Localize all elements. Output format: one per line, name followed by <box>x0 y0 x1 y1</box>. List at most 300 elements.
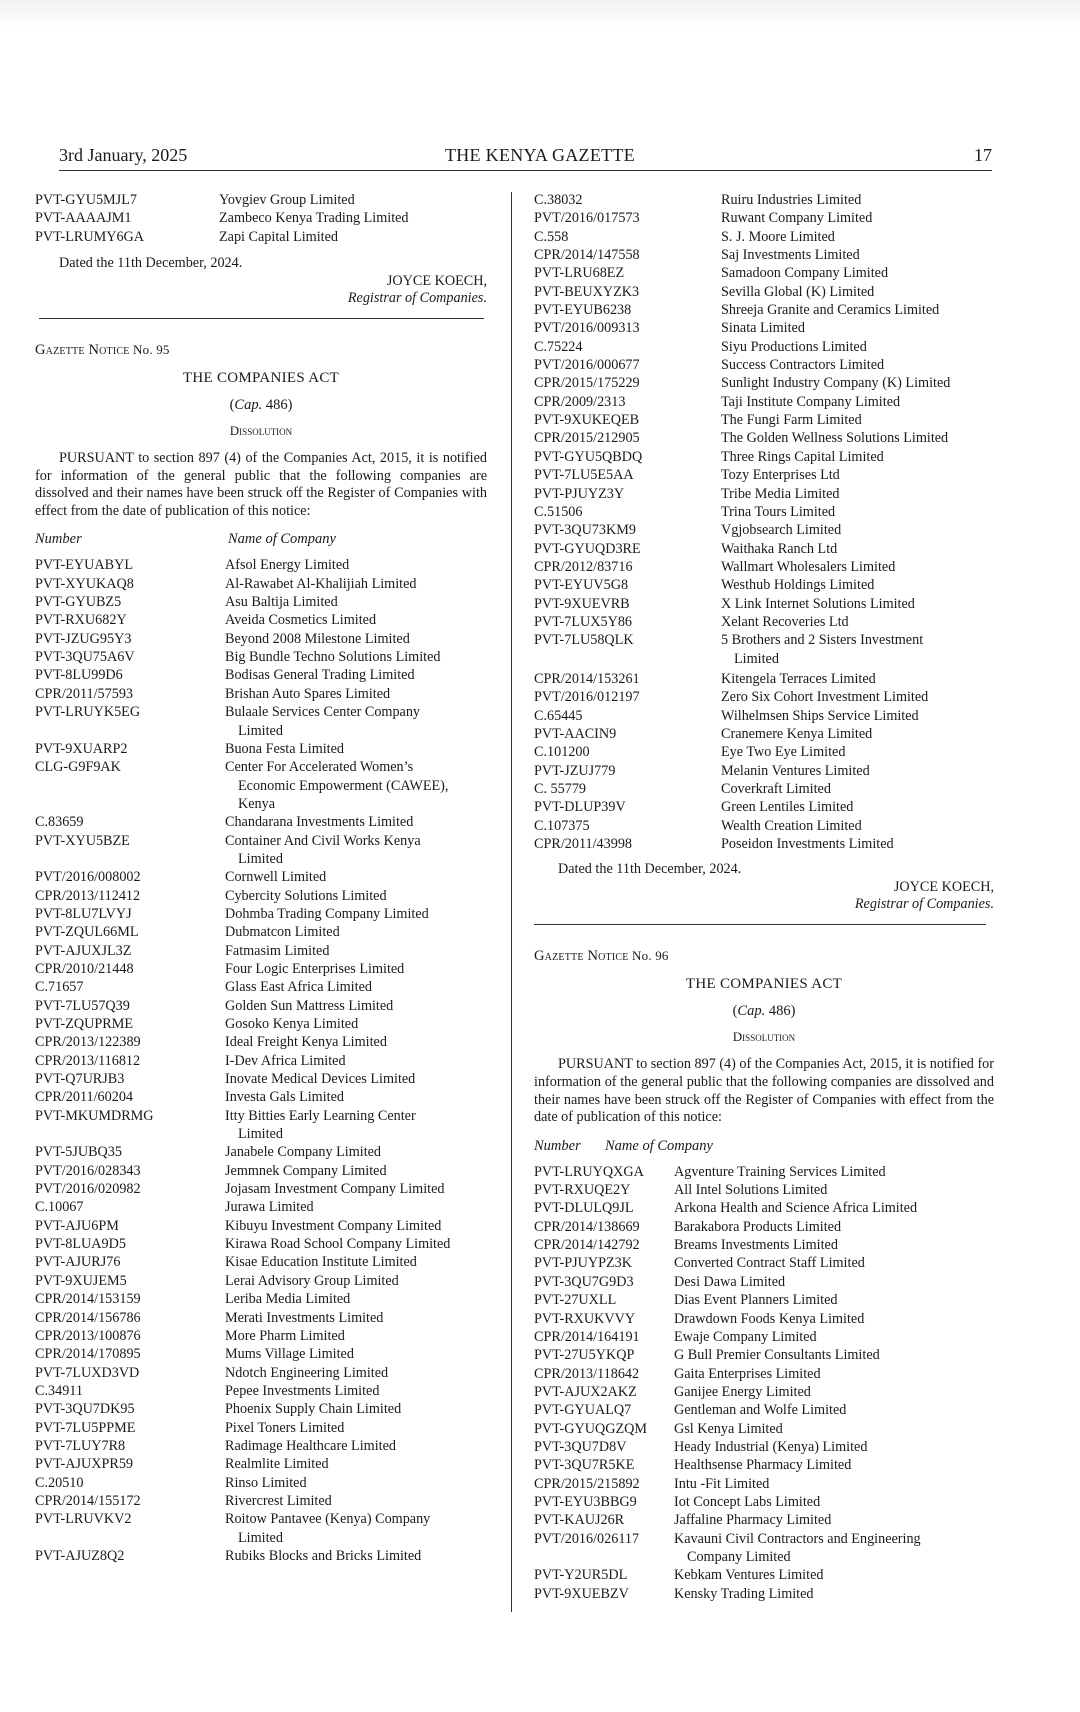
list-item <box>534 780 994 798</box>
company-name <box>225 1510 487 1547</box>
list-item <box>534 1236 994 1254</box>
notice-95-column-headers <box>35 531 487 548</box>
list-item <box>35 905 487 923</box>
company-number: C.83659 <box>35 814 84 831</box>
company-number: PVT-3QU7G9D3 <box>534 1273 634 1290</box>
list-item <box>35 630 487 648</box>
col-name-heading: Name of Company <box>228 531 336 548</box>
company-number: PVT-27U5YKQP <box>534 1347 635 1364</box>
list-item <box>35 1253 487 1271</box>
company-name <box>721 725 994 743</box>
company-name-line: Kensky Trading Limited <box>674 1585 814 1602</box>
notice-95-signatory: JOYCE KOECH, <box>893 879 994 896</box>
company-name-continuation: Limited <box>734 650 779 667</box>
company-name-line: Aveida Cosmetics Limited <box>225 612 377 629</box>
list-item <box>534 1346 994 1364</box>
list-item <box>35 648 487 666</box>
company-name-line: Golden Sun Mattress Limited <box>225 997 394 1014</box>
list-item <box>35 887 487 905</box>
company-name-line: Rinso Limited <box>225 1474 307 1491</box>
company-number: PVT-Q7URJB3 <box>35 1071 125 1088</box>
company-name-line: Rubiks Blocks and Bricks Limited <box>225 1547 422 1564</box>
notice-96-body: PURSUANT to section 897 (4) of the Companies Act, 2015, it is notified for information of the general public that the following companies are dissolved and their names have been struck off the Register of Companies with effect from the date of publication of this notice: <box>534 1056 994 1126</box>
company-name-line: I-Dev Africa Limited <box>225 1052 346 1069</box>
company-number: PVT-8LU7LVYJ <box>35 905 132 922</box>
company-name-line: Ruwant Company Limited <box>721 210 873 227</box>
list-item <box>534 725 994 743</box>
company-name <box>225 1437 487 1455</box>
company-name <box>721 503 994 521</box>
company-number: CPR/2015/215892 <box>534 1475 640 1492</box>
company-number: PVT-GYUQGZQM <box>534 1420 647 1437</box>
company-name-line: Waithaka Ranch Ltd <box>721 540 838 557</box>
company-number: C.101200 <box>534 744 590 761</box>
company-name <box>225 1382 487 1400</box>
company-number: PVT-3QU7R5KE <box>534 1457 635 1474</box>
company-name-line: Ideal Freight Kenya Limited <box>225 1034 387 1051</box>
company-name-line: Kavauni Civil Contractors and Engineering <box>674 1530 921 1547</box>
list-item <box>534 1493 994 1511</box>
company-name-line: X Link Internet Solutions Limited <box>721 595 915 612</box>
company-name <box>225 942 487 960</box>
company-name <box>225 1180 487 1198</box>
company-number: PVT-LRU68EZ <box>534 265 625 282</box>
list-item <box>35 191 487 209</box>
list-item <box>534 762 994 780</box>
company-name-continuation: Company Limited <box>687 1548 791 1565</box>
company-name-line: Dubmatcon Limited <box>225 924 340 941</box>
company-name <box>721 301 994 319</box>
list-item <box>35 593 487 611</box>
list-item <box>35 685 487 703</box>
list-item <box>35 740 487 758</box>
company-number: PVT-7LUXD3VD <box>35 1364 140 1381</box>
company-name <box>674 1163 994 1181</box>
company-number: PVT-AJUX2AKZ <box>534 1383 637 1400</box>
company-name <box>225 1143 487 1161</box>
company-name <box>721 485 994 503</box>
company-name-line: Jaffaline Pharmacy Limited <box>674 1512 832 1529</box>
list-item <box>35 575 487 593</box>
list-item <box>35 1455 487 1473</box>
company-name-line: Kibuyu Investment Company Limited <box>225 1217 442 1234</box>
company-name <box>674 1218 994 1236</box>
company-name-line: Ewaje Company Limited <box>674 1328 817 1345</box>
prev-signatory: JOYCE KOECH, <box>386 273 487 290</box>
list-item <box>534 1511 994 1529</box>
company-name-line: Phoenix Supply Chain Limited <box>225 1401 402 1418</box>
company-name <box>225 1107 487 1144</box>
list-item <box>35 666 487 684</box>
list-item <box>35 1437 487 1455</box>
list-item <box>534 209 994 227</box>
prev-dated-line: Dated the 11th December, 2024. <box>59 255 243 272</box>
company-number: PVT-5JUBQ35 <box>35 1144 122 1161</box>
company-name <box>721 283 994 301</box>
company-name-line: Zapi Capital Limited <box>219 228 338 245</box>
notice-95-subject: Dissolution <box>229 423 293 439</box>
notice-96-act: THE COMPANIES ACT <box>685 976 843 993</box>
company-name-line: Investa Gals Limited <box>225 1089 344 1106</box>
company-name-line: Tribe Media Limited <box>721 485 840 502</box>
list-item <box>534 503 994 521</box>
company-number: CPR/2014/142792 <box>534 1237 640 1254</box>
company-number: C. 55779 <box>534 781 587 797</box>
company-name <box>225 1290 487 1308</box>
list-item <box>35 611 487 629</box>
company-name-continuation: Limited <box>238 850 283 867</box>
company-name <box>225 887 487 905</box>
list-item <box>35 1290 487 1308</box>
company-number: PVT-JZUG95Y3 <box>35 630 132 647</box>
company-name <box>225 1547 487 1565</box>
company-name <box>674 1365 994 1383</box>
company-number: PVT/2016/008002 <box>35 869 141 886</box>
company-name-line: Xelant Recoveries Ltd <box>721 613 849 630</box>
company-name-continuation: Limited <box>238 1529 283 1546</box>
company-name <box>721 319 994 337</box>
company-number: PVT-XYUKAQ8 <box>35 575 134 592</box>
company-name-line: Realmlite Limited <box>225 1456 329 1473</box>
company-number: CPR/2012/83716 <box>534 558 633 575</box>
list-item <box>35 960 487 978</box>
list-item <box>35 1492 487 1510</box>
company-name-line: Rivercrest Limited <box>225 1492 332 1509</box>
notice-96-cap: (Cap. 486) <box>732 1003 796 1020</box>
list-item <box>35 1198 487 1216</box>
company-name <box>225 1070 487 1088</box>
company-name <box>721 466 994 484</box>
list-item <box>35 1400 487 1418</box>
company-name-line: Yovgiev Group Limited <box>219 192 355 208</box>
list-item <box>534 1438 994 1456</box>
list-item <box>534 540 994 558</box>
company-name <box>721 817 994 835</box>
company-name <box>225 1309 487 1327</box>
company-number: C.65445 <box>534 707 583 724</box>
company-name <box>674 1181 994 1199</box>
company-name-line: Desi Dawa Limited <box>674 1273 786 1290</box>
company-name-line: Al-Rawabet Al-Khalijiah Limited <box>225 575 417 592</box>
company-name <box>674 1438 994 1456</box>
company-name-line: Four Logic Enterprises Limited <box>225 960 405 977</box>
company-name-line: Wealth Creation Limited <box>721 817 862 834</box>
list-item <box>35 868 487 886</box>
company-number: PVT-7LU5PPME <box>35 1419 136 1436</box>
list-item <box>35 556 487 574</box>
company-name-line: Container And Civil Works Kenya <box>225 832 421 849</box>
company-name <box>721 209 994 227</box>
company-name-line: Sunlight Industry Company (K) Limited <box>721 375 951 392</box>
company-name <box>225 593 487 611</box>
company-number: CPR/2011/60204 <box>35 1089 134 1106</box>
list-item <box>534 1291 994 1309</box>
company-number: PVT-LRUYK5EG <box>35 704 141 721</box>
list-item <box>534 191 994 209</box>
company-name <box>225 740 487 758</box>
company-name-line: Chandarana Investments Limited <box>225 814 414 831</box>
header-date: 3rd January, 2025 <box>59 145 188 165</box>
company-number: PVT-BEUXYZK3 <box>534 283 640 300</box>
company-number: PVT-EYUB6238 <box>534 302 632 319</box>
list-item <box>35 813 487 831</box>
notice-95-dated-line: Dated the 11th December, 2024. <box>558 861 742 878</box>
company-number: PVT-LRUVKV2 <box>35 1511 132 1528</box>
company-number: C.558 <box>534 228 569 245</box>
list-item <box>534 631 994 668</box>
company-name <box>721 743 994 761</box>
company-name-line: Bodisas General Trading Limited <box>225 667 415 684</box>
company-number: PVT-DLULQ9JL <box>534 1200 634 1217</box>
col-number-heading: Number <box>35 531 82 548</box>
list-item <box>534 798 994 816</box>
list-item <box>534 743 994 761</box>
company-name <box>674 1346 994 1364</box>
company-name-line: Barakabora Products Limited <box>674 1218 842 1235</box>
company-number: PVT-7LU58QLK <box>534 632 634 649</box>
list-item <box>35 1345 487 1363</box>
company-name <box>225 813 487 831</box>
company-number: PVT-AJUXJL3Z <box>35 942 132 959</box>
company-name-line: Healthsense Pharmacy Limited <box>674 1457 852 1474</box>
company-number: PVT/2016/026117 <box>534 1530 640 1547</box>
company-number: PVT-3QU7D8V <box>534 1438 627 1455</box>
company-number: CPR/2011/57593 <box>35 685 134 702</box>
list-item <box>35 1327 487 1345</box>
list-item <box>35 209 487 227</box>
list-item <box>534 576 994 594</box>
company-name <box>721 798 994 816</box>
company-number: PVT/2016/017573 <box>534 210 640 227</box>
company-name-line: Glass East Africa Limited <box>225 979 372 996</box>
company-name <box>721 411 994 429</box>
notice-96-subject: Dissolution <box>732 1029 796 1045</box>
company-name-line: Kitengela Terraces Limited <box>721 670 876 687</box>
list-item <box>534 1310 994 1328</box>
company-number: PVT/2016/009313 <box>534 320 640 337</box>
list-item <box>534 1566 994 1584</box>
company-name <box>225 666 487 684</box>
company-name-line: Ganijee Energy Limited <box>674 1383 811 1400</box>
company-name-line: Jurawa Limited <box>225 1199 314 1216</box>
company-name <box>721 688 994 706</box>
company-name-line: Zambeco Kenya Trading Limited <box>219 210 409 227</box>
company-name <box>674 1475 994 1493</box>
company-name-line: Wallmart Wholesalers Limited <box>721 558 896 575</box>
company-name <box>674 1199 994 1217</box>
company-number: CPR/2015/175229 <box>534 375 640 392</box>
company-name <box>225 1474 487 1492</box>
company-name <box>225 1235 487 1253</box>
company-name-line: Kisae Education Institute Limited <box>225 1254 417 1271</box>
company-number: PVT-ZQUPRME <box>35 1016 134 1032</box>
company-name <box>674 1383 994 1401</box>
company-name-line: S. J. Moore Limited <box>721 228 835 245</box>
company-name <box>721 576 994 594</box>
company-name-line: Kebkam Ventures Limited <box>674 1567 824 1584</box>
list-item <box>35 997 487 1015</box>
company-name <box>225 1253 487 1271</box>
company-number: PVT-KAUJ26R <box>534 1512 625 1529</box>
list-item <box>35 1510 487 1547</box>
list-item <box>534 670 994 688</box>
company-name-line: Poseidon Investments Limited <box>721 836 894 853</box>
company-name-line: Dias Event Planners Limited <box>674 1292 838 1309</box>
company-name <box>674 1456 994 1474</box>
company-number: PVT-PJUYZ3Y <box>534 485 625 502</box>
list-item <box>35 758 487 813</box>
company-number: C.38032 <box>534 192 583 208</box>
company-number: PVT-3QU73KM9 <box>534 522 636 539</box>
notice-96-no: No. 96 <box>632 948 669 964</box>
list-item <box>534 1199 994 1217</box>
list-item <box>534 338 994 356</box>
company-number: CPR/2013/100876 <box>35 1327 141 1344</box>
company-name-line: Taji Institute Company Limited <box>721 393 901 410</box>
company-name <box>721 429 994 447</box>
company-name-line: Intu -Fit Limited <box>674 1475 770 1492</box>
company-name <box>225 868 487 886</box>
company-name <box>225 758 487 813</box>
company-name <box>721 393 994 411</box>
company-number: PVT-MKUMDRMG <box>35 1107 154 1124</box>
notice-95-company-list <box>35 556 487 1565</box>
company-name <box>674 1273 994 1291</box>
prev-signature <box>35 273 487 307</box>
company-number: PVT-7LU57Q39 <box>35 997 130 1014</box>
company-name-line: The Golden Wellness Solutions Limited <box>721 430 949 447</box>
column-divider <box>511 192 512 1612</box>
list-item <box>35 1033 487 1051</box>
list-item <box>35 832 487 869</box>
company-number: PVT-7LUY7R8 <box>35 1437 126 1454</box>
page-top-shade <box>0 0 1080 30</box>
company-name-line: Success Contractors Limited <box>721 357 885 374</box>
company-number: CLG-G9F9AK <box>35 759 121 776</box>
company-number: CPR/2014/156786 <box>35 1309 141 1326</box>
list-item <box>35 1419 487 1437</box>
company-name <box>225 630 487 648</box>
company-name <box>225 1033 487 1051</box>
company-name <box>674 1585 994 1603</box>
company-name <box>721 595 994 613</box>
company-name-line: Fatmasim Limited <box>225 942 330 959</box>
company-name <box>225 1327 487 1345</box>
company-number: PVT/2016/028343 <box>35 1162 141 1179</box>
company-name <box>674 1310 994 1328</box>
list-item <box>35 1364 487 1382</box>
company-name <box>721 448 994 466</box>
company-number: PVT-JZUJ779 <box>534 762 616 779</box>
company-name-line: Jojasam Investment Company Limited <box>225 1181 445 1198</box>
company-name <box>225 1162 487 1180</box>
company-number: CPR/2013/112412 <box>35 887 141 904</box>
company-name-line: Wilhelmsen Ships Service Limited <box>721 707 919 724</box>
company-name-line: Radimage Healthcare Limited <box>225 1437 396 1454</box>
list-item <box>534 411 994 429</box>
company-name-line: Green Lentiles Limited <box>721 799 854 816</box>
list-item <box>534 1585 994 1603</box>
list-item <box>35 1474 487 1492</box>
company-number: CPR/2014/155172 <box>35 1492 141 1509</box>
company-name-line: Cranemere Kenya Limited <box>721 725 873 742</box>
company-name-line: Roitow Pantavee (Kenya) Company <box>225 1511 431 1528</box>
company-name-line: Merati Investments Limited <box>225 1309 384 1326</box>
list-item <box>35 703 487 740</box>
list-item <box>534 1218 994 1236</box>
header-rule <box>59 170 992 171</box>
list-item <box>35 1272 487 1290</box>
list-item <box>534 1530 994 1567</box>
company-name-line: Buona Festa Limited <box>225 740 345 757</box>
company-name <box>225 1345 487 1363</box>
list-item <box>35 1015 487 1033</box>
company-name-line: Itty Bitties Early Learning Center <box>225 1107 416 1124</box>
company-name-line: Center For Accelerated Women’s <box>225 759 414 776</box>
company-name <box>721 780 994 798</box>
notice-95-cap: (Cap. 486) <box>229 397 293 414</box>
company-name-line: Brishan Auto Spares Limited <box>225 685 391 702</box>
company-number: CPR/2011/43998 <box>534 836 633 853</box>
company-number: C.71657 <box>35 979 84 996</box>
notice-95-no: No. 95 <box>133 342 170 358</box>
list-item <box>534 817 994 835</box>
company-name-continuation: Economic Empowerment (CAWEE), <box>238 777 449 794</box>
notice-96-label: Gazette Notice <box>534 948 629 965</box>
company-number: PVT-DLUP39V <box>534 799 626 816</box>
company-number: PVT-AJUZ8Q2 <box>35 1547 125 1564</box>
company-name <box>225 1088 487 1106</box>
page-number: 17 <box>974 145 992 165</box>
list-item <box>534 1456 994 1474</box>
company-name <box>225 832 487 869</box>
company-number: PVT-9XUJEM5 <box>35 1272 127 1289</box>
company-name-line: Saj Investments Limited <box>721 247 860 264</box>
list-item <box>534 595 994 613</box>
company-name-line: Janabele Company Limited <box>225 1144 382 1161</box>
list-item <box>534 1254 994 1272</box>
company-name-line: Ruiru Industries Limited <box>721 192 862 208</box>
company-name <box>225 1419 487 1437</box>
company-name <box>721 613 994 631</box>
company-name <box>721 264 994 282</box>
company-name <box>721 521 994 539</box>
company-name <box>219 228 487 246</box>
list-item <box>534 1273 994 1291</box>
company-name <box>225 1272 487 1290</box>
list-item <box>35 1547 487 1565</box>
company-name-line: Gosoko Kenya Limited <box>225 1016 359 1032</box>
list-item <box>534 429 994 447</box>
company-number: PVT-PJUYPZ3K <box>534 1255 633 1272</box>
company-name <box>225 556 487 574</box>
list-item <box>534 1181 994 1199</box>
list-item <box>35 1180 487 1198</box>
company-name-line: Pepee Investments Limited <box>225 1382 380 1399</box>
company-name-line: Lerai Advisory Group Limited <box>225 1272 399 1289</box>
company-number: PVT-XYU5BZE <box>35 832 130 849</box>
company-name <box>674 1401 994 1419</box>
prev-signatory-role: Registrar of Companies. <box>347 290 487 307</box>
company-name-line: Inovate Medical Devices Limited <box>225 1071 416 1088</box>
company-number: PVT-EYUABYL <box>35 557 134 574</box>
company-name <box>219 191 487 209</box>
company-name <box>674 1291 994 1309</box>
company-number: PVT-ZQUL66ML <box>35 924 139 941</box>
company-number: PVT-AJU6PM <box>35 1217 119 1234</box>
company-name <box>225 978 487 996</box>
list-item <box>35 923 487 941</box>
